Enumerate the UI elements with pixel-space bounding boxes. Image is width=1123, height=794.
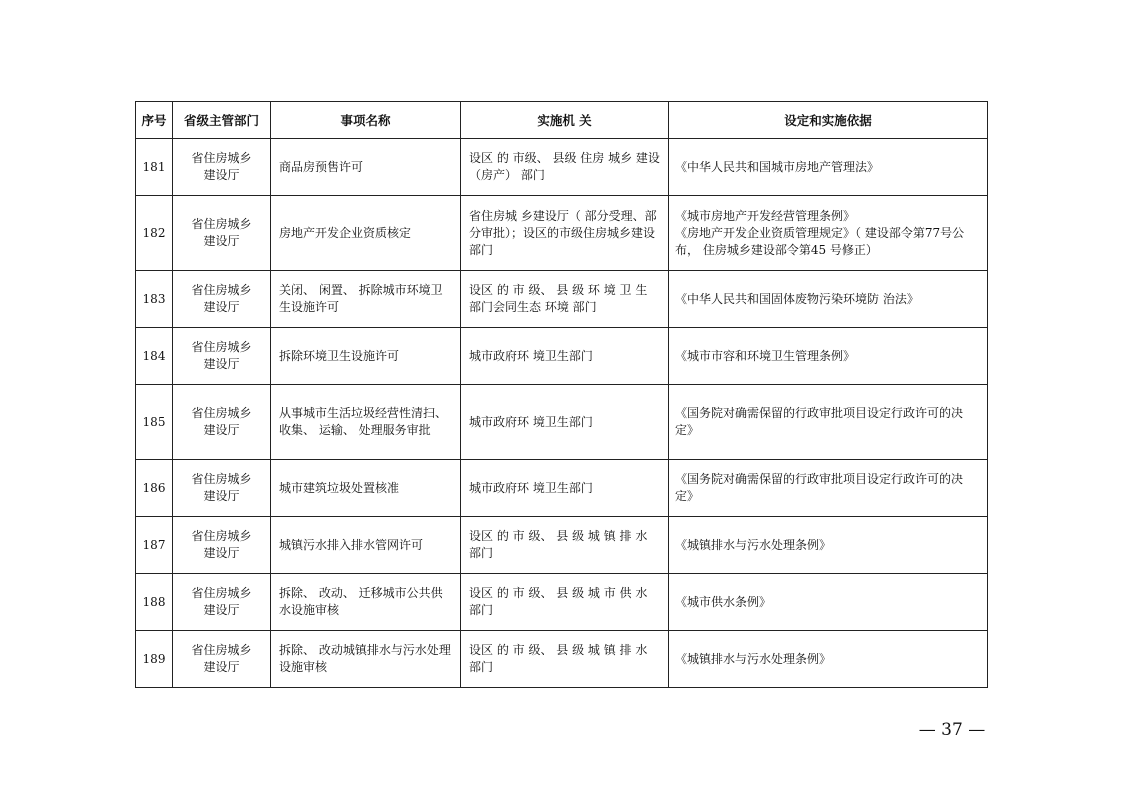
- row-department: 省住房城乡建设厅: [173, 631, 271, 688]
- table-row: [136, 517, 988, 574]
- table-row: [136, 139, 988, 196]
- row-basis: 《城市供水条例》: [669, 574, 988, 631]
- table-row: [136, 196, 988, 271]
- row-agency: 城市政府环 境卫生部门: [461, 328, 669, 385]
- row-item-name: 关闭、 闲置、 拆除城市环境卫生设施许可: [271, 271, 461, 328]
- row-item-name: 拆除、 改动城镇排水与污水处理设施审核: [271, 631, 461, 688]
- row-item-name: 商品房预售许可: [271, 139, 461, 196]
- row-basis: 《城镇排水与污水处理条例》: [669, 631, 988, 688]
- row-number: 189: [136, 631, 173, 688]
- permits-table: [135, 101, 988, 688]
- table-row: [136, 631, 988, 688]
- row-department: 省住房城乡建设厅: [173, 574, 271, 631]
- header-dept: 省级主管部门: [173, 102, 271, 139]
- table-header-row: [136, 102, 988, 139]
- page-number: — 37 —: [918, 720, 986, 740]
- row-agency: 设区 的 市 级、 县 级 城 镇 排 水 部门: [461, 631, 669, 688]
- row-number: 182: [136, 196, 173, 271]
- table-row: [136, 271, 988, 328]
- row-basis: 《城市房地产开发经营管理条例》 《房地产开发企业资质管理规定》（ 建设部令第77号公布， 住房城乡建设部令第45 号修正）: [669, 196, 988, 271]
- row-number: 185: [136, 385, 173, 460]
- row-basis: 《城市市容和环境卫生管理条例》: [669, 328, 988, 385]
- row-basis: 《国务院对确需保留的行政审批项目设定行政许可的决定》: [669, 385, 988, 460]
- row-department: 省住房城乡建设厅: [173, 328, 271, 385]
- row-agency: 城市政府环 境卫生部门: [461, 460, 669, 517]
- row-item-name: 拆除、 改动、 迁移城市公共供水设施审核: [271, 574, 461, 631]
- table-row: [136, 574, 988, 631]
- row-basis: 《中华人民共和国城市房地产管理法》: [669, 139, 988, 196]
- row-agency: 设区 的 市 级、 县 级 环 境 卫 生 部门会同生态 环境 部门: [461, 271, 669, 328]
- table-row: [136, 385, 988, 460]
- header-basis: 设定和实施依据: [669, 102, 988, 139]
- row-item-name: 房地产开发企业资质核定: [271, 196, 461, 271]
- row-basis: 《中华人民共和国固体废物污染环境防 治法》: [669, 271, 988, 328]
- row-department: 省住房城乡建设厅: [173, 517, 271, 574]
- row-agency: 设区 的 市级、 县级 住房 城乡 建设（房产） 部门: [461, 139, 669, 196]
- row-number: 186: [136, 460, 173, 517]
- row-department: 省住房城乡建设厅: [173, 196, 271, 271]
- row-department: 省住房城乡建设厅: [173, 460, 271, 517]
- row-department: 省住房城乡建设厅: [173, 385, 271, 460]
- table-body: [136, 139, 988, 688]
- row-agency: 省住房城 乡建设厅（ 部分受理、部分审批）；设区的市级住房城乡建设部门: [461, 196, 669, 271]
- row-number: 184: [136, 328, 173, 385]
- row-department: 省住房城乡建设厅: [173, 271, 271, 328]
- row-number: 183: [136, 271, 173, 328]
- row-department: 省住房城乡建设厅: [173, 139, 271, 196]
- row-agency: 设区 的 市 级、 县 级 城 镇 排 水 部门: [461, 517, 669, 574]
- row-number: 188: [136, 574, 173, 631]
- header-agency: 实施机 关: [461, 102, 669, 139]
- table-row: [136, 328, 988, 385]
- row-agency: 设区 的 市 级、 县 级 城 市 供 水 部门: [461, 574, 669, 631]
- table-row: [136, 460, 988, 517]
- row-number: 181: [136, 139, 173, 196]
- header-no: 序号: [136, 102, 173, 139]
- row-item-name: 从事城市生活垃圾经营性清扫、 收集、 运输、 处理服务审批: [271, 385, 461, 460]
- header-item: 事项名称: [271, 102, 461, 139]
- row-item-name: 城镇污水排入排水管网许可: [271, 517, 461, 574]
- row-number: 187: [136, 517, 173, 574]
- row-item-name: 城市建筑垃圾处置核准: [271, 460, 461, 517]
- row-agency: 城市政府环 境卫生部门: [461, 385, 669, 460]
- row-basis: 《城镇排水与污水处理条例》: [669, 517, 988, 574]
- row-basis: 《国务院对确需保留的行政审批项目设定行政许可的决定》: [669, 460, 988, 517]
- row-item-name: 拆除环境卫生设施许可: [271, 328, 461, 385]
